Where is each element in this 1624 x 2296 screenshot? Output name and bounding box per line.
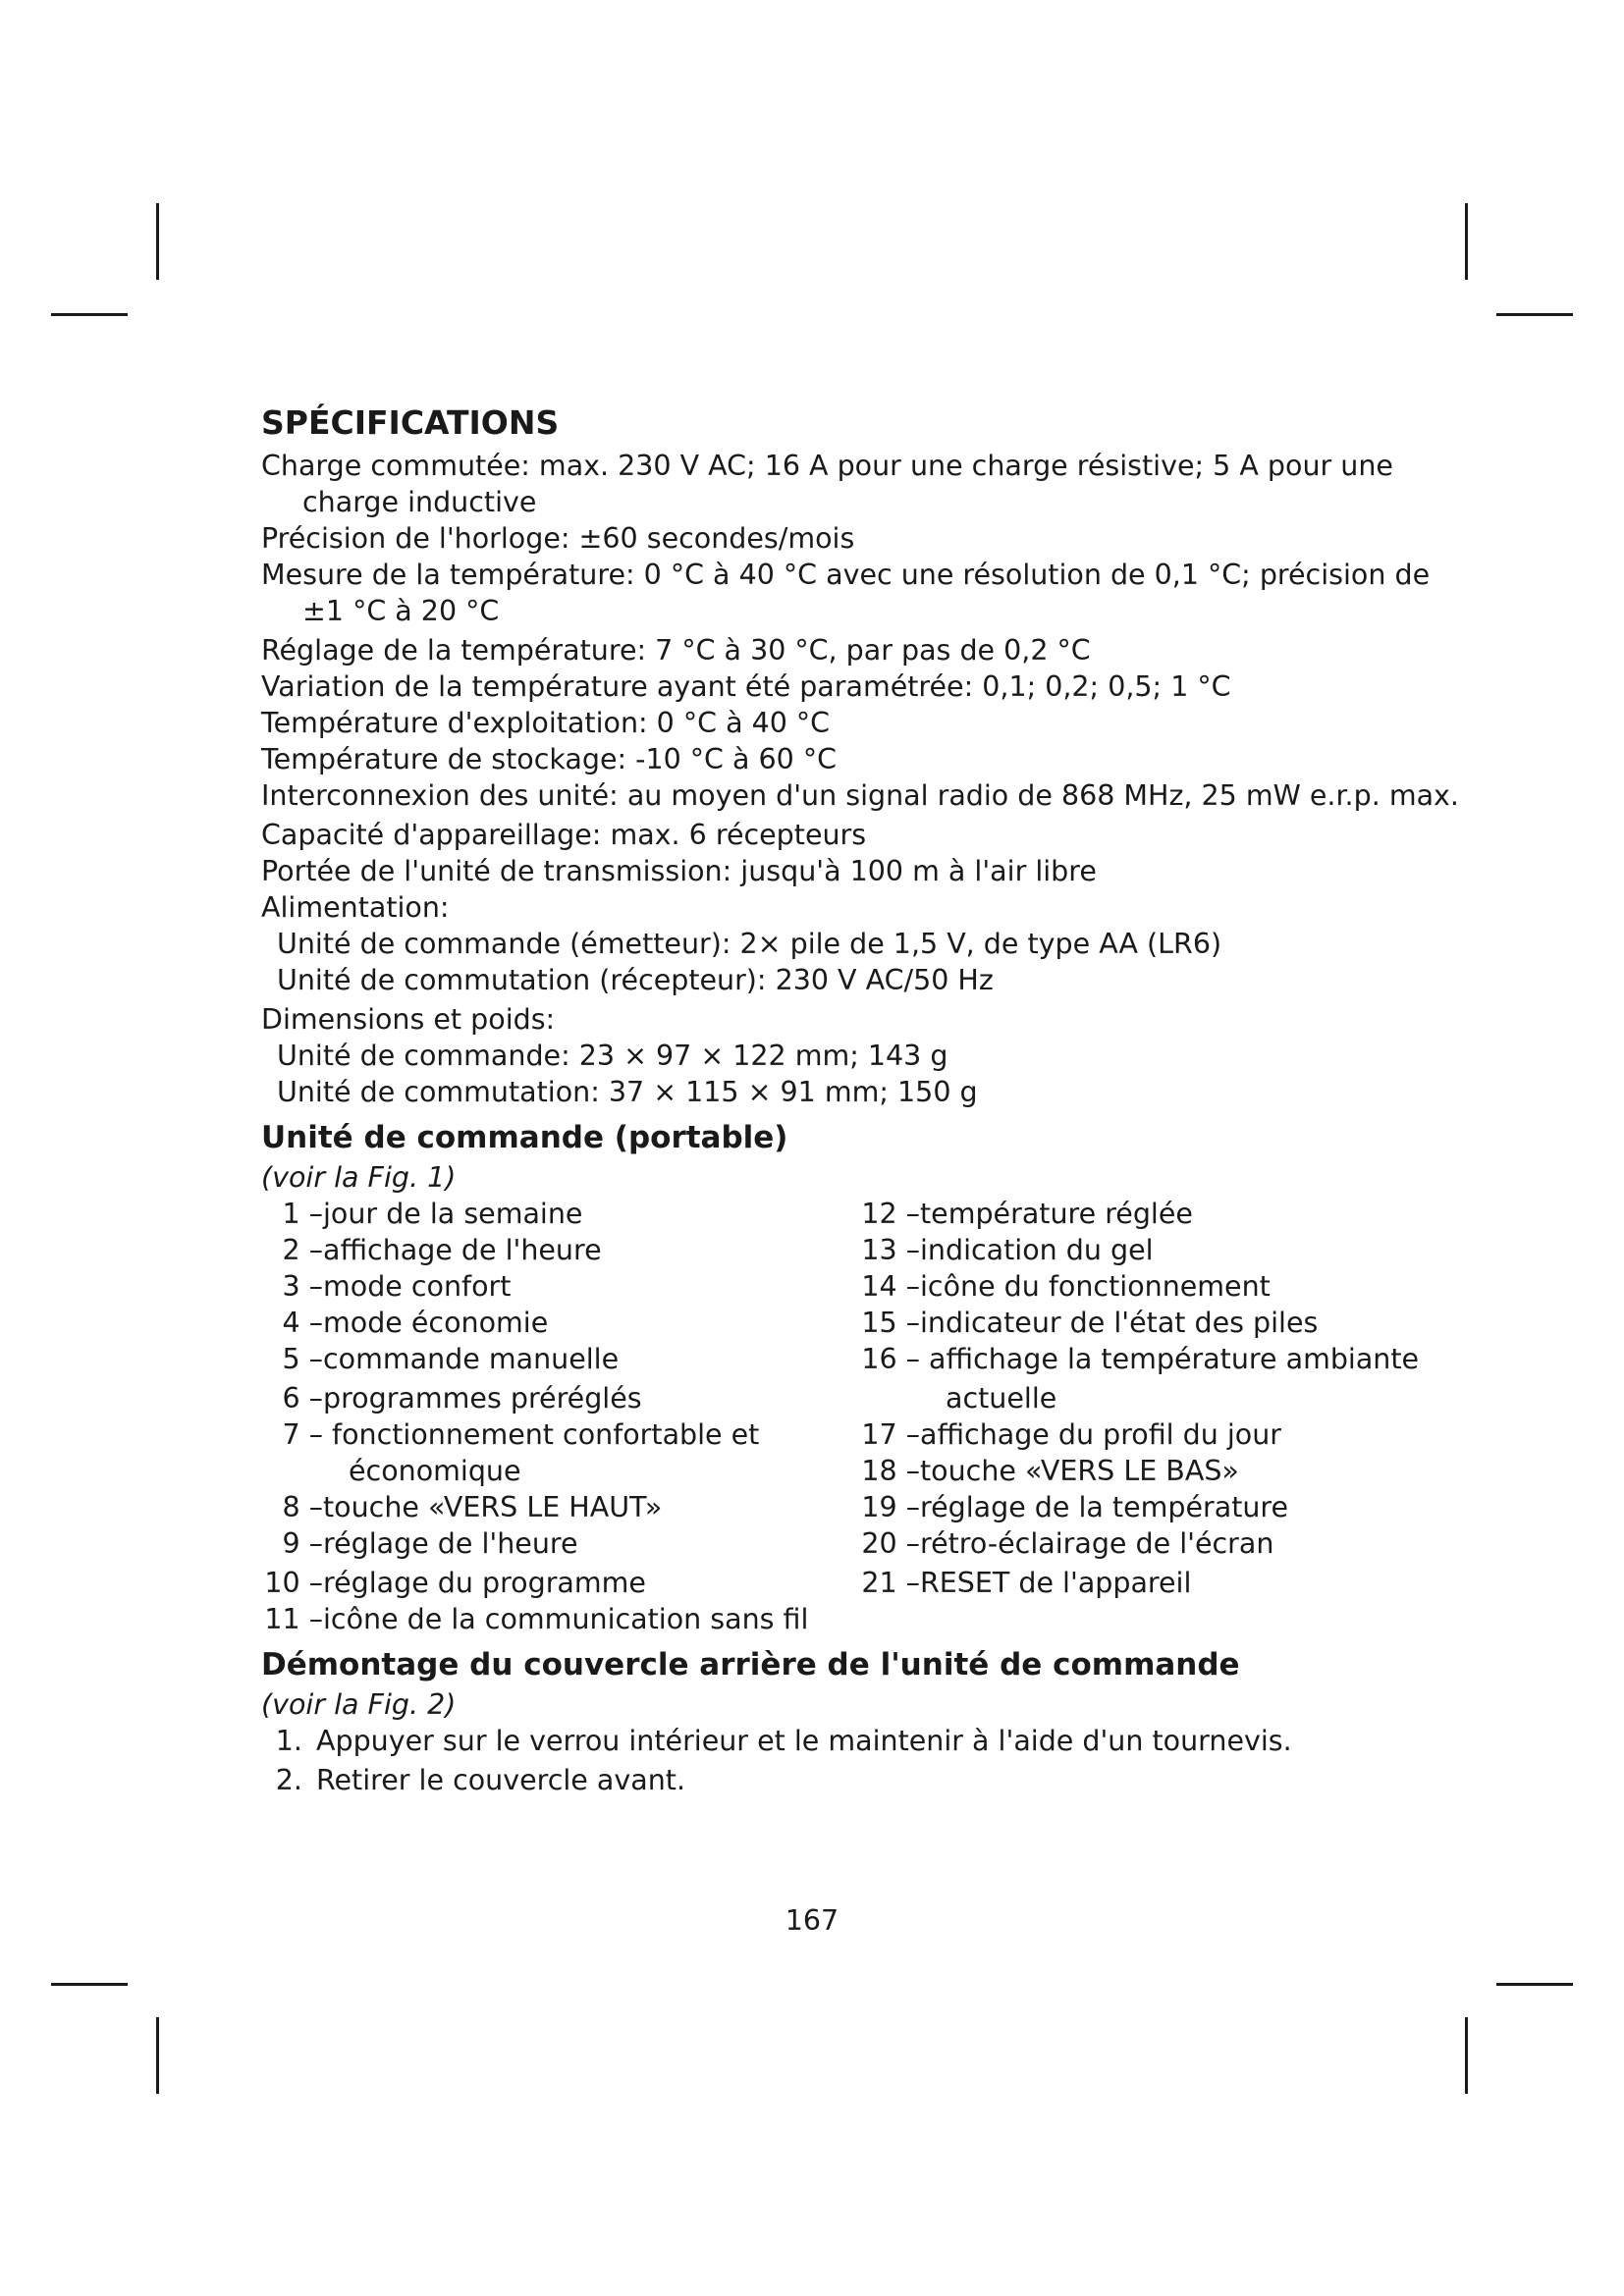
spec-power-supply-label: Alimentation: xyxy=(261,891,450,924)
legend-item: 7 – fonctionnement confortable et xyxy=(282,1418,760,1451)
spec-temperature-measurement: Mesure de la température: 0 °C à 40 °C avec une résolution de 0,1 °C; précision de xyxy=(261,559,1431,591)
legend-item: 10 – réglage du programme xyxy=(264,1567,646,1599)
spec-temperature-setting: Réglage de la température: 7 °C à 30 °C, par pas de 0,2 °C xyxy=(261,634,1091,667)
legend-item: 6 – programmes préréglés xyxy=(282,1382,642,1415)
legend-item: 9 – réglage de l'heure xyxy=(282,1527,578,1560)
crop-mark-bottom-right-horizontal xyxy=(1496,1983,1573,1986)
control-unit-legend xyxy=(261,1196,1420,1637)
legend-item: 3 – mode confort xyxy=(282,1270,512,1303)
spec-power-switching-unit: Unité de commutation (récepteur): 230 V AC/50 Hz xyxy=(277,964,994,996)
legend-item: 17 – affichage du profil du jour xyxy=(861,1418,1282,1451)
legend-item: 8 – touche «VERS LE HAUT» xyxy=(282,1491,663,1523)
removal-steps xyxy=(261,1723,1390,1798)
spec-switched-load: Charge commutée: max. 230 V AC; 16 A pour une charge résistive; 5 A pour une xyxy=(261,450,1393,482)
crop-mark-top-right-horizontal xyxy=(1496,313,1573,316)
spec-operating-temperature: Température d'exploitation: 0 °C à 40 °C xyxy=(261,707,831,739)
legend-item: 19 – réglage de la température xyxy=(861,1491,1289,1523)
legend-column-right xyxy=(858,1196,1420,1637)
legend-item: 1 – jour de la semaine xyxy=(282,1198,583,1230)
control-unit-figure-ref: (voir la Fig. 1) xyxy=(261,1161,457,1194)
legend-item: 21 – RESET de l'appareil xyxy=(861,1567,1192,1599)
step-item: 1. Appuyer sur le verrou intérieur et le maintenir à l'aide d'un tournevis. xyxy=(275,1725,1292,1757)
spec-transmission-range: Portée de l'unité de transmission: jusqu'à 100 m à l'air libre xyxy=(261,855,1097,887)
legend-item: 12 – température réglée xyxy=(861,1198,1193,1230)
page-number: 167 xyxy=(785,1904,839,1937)
specifications-heading: SPÉCIFICATIONS xyxy=(261,403,560,442)
control-unit-heading: Unité de commande (portable) xyxy=(261,1120,788,1155)
crop-mark-top-right-vertical xyxy=(1465,203,1468,280)
legend-item-continuation: actuelle xyxy=(946,1382,1057,1415)
legend-item: 14 – icône du fonctionnement xyxy=(861,1270,1271,1303)
page-content xyxy=(261,400,1459,1798)
legend-item: 18 – touche «VERS LE BAS» xyxy=(861,1455,1239,1487)
legend-item: 11 – icône de la communication sans fil xyxy=(264,1603,809,1635)
step-item: 2. Retirer le couvercle avant. xyxy=(275,1764,685,1796)
legend-item-continuation: économique xyxy=(349,1455,521,1487)
spec-interconnection: Interconnexion des unité: au moyen d'un signal radio de 868 MHz, 25 mW e.r.p. max. xyxy=(261,779,1459,812)
legend-column-left xyxy=(261,1196,858,1637)
crop-mark-bottom-right-vertical xyxy=(1465,2017,1468,2094)
spec-dimensions-switching-unit: Unité de commutation: 37 × 115 × 91 mm; 150 g xyxy=(277,1076,978,1108)
crop-mark-bottom-left-horizontal xyxy=(51,1983,128,1986)
removal-heading: Démontage du couvercle arrière de l'unité de commande xyxy=(261,1647,1240,1682)
removal-figure-ref: (voir la Fig. 2) xyxy=(261,1688,457,1721)
legend-item: 20 – rétro-éclairage de l'écran xyxy=(861,1527,1274,1560)
crop-mark-bottom-left-vertical xyxy=(156,2017,159,2094)
spec-power-control-unit: Unité de commande (émetteur): 2× pile de 1,5 V, de type AA (LR6) xyxy=(277,928,1222,960)
legend-item: 5 – commande manuelle xyxy=(282,1343,620,1375)
spec-clock-accuracy: Précision de l'horloge: ±60 secondes/mois xyxy=(261,522,855,555)
legend-item: 15 – indicateur de l'état des piles xyxy=(861,1307,1319,1339)
crop-mark-top-left-vertical xyxy=(156,203,159,280)
legend-item: 16 – affichage la température ambiante xyxy=(861,1343,1420,1375)
crop-mark-top-left-horizontal xyxy=(51,313,128,316)
spec-dimensions-control-unit: Unité de commande: 23 × 97 × 122 mm; 143 g xyxy=(277,1040,948,1072)
legend-item: 13 – indication du gel xyxy=(861,1234,1154,1266)
spec-switched-load-cont: charge inductive xyxy=(302,486,537,518)
spec-dimensions-label: Dimensions et poids: xyxy=(261,1003,556,1036)
spec-storage-temperature: Température de stockage: -10 °C à 60 °C xyxy=(261,743,837,775)
spec-temperature-measurement-cont: ±1 °C à 20 °C xyxy=(302,595,500,627)
legend-item: 4 – mode économie xyxy=(282,1307,549,1339)
spec-pairing-capacity: Capacité d'appareillage: max. 6 récepteurs xyxy=(261,819,867,851)
legend-item: 2 – affichage de l'heure xyxy=(282,1234,602,1266)
spec-temperature-variation: Variation de la température ayant été paramétrée: 0,1; 0,2; 0,5; 1 °C xyxy=(261,670,1231,703)
specifications-list xyxy=(261,448,1459,1110)
